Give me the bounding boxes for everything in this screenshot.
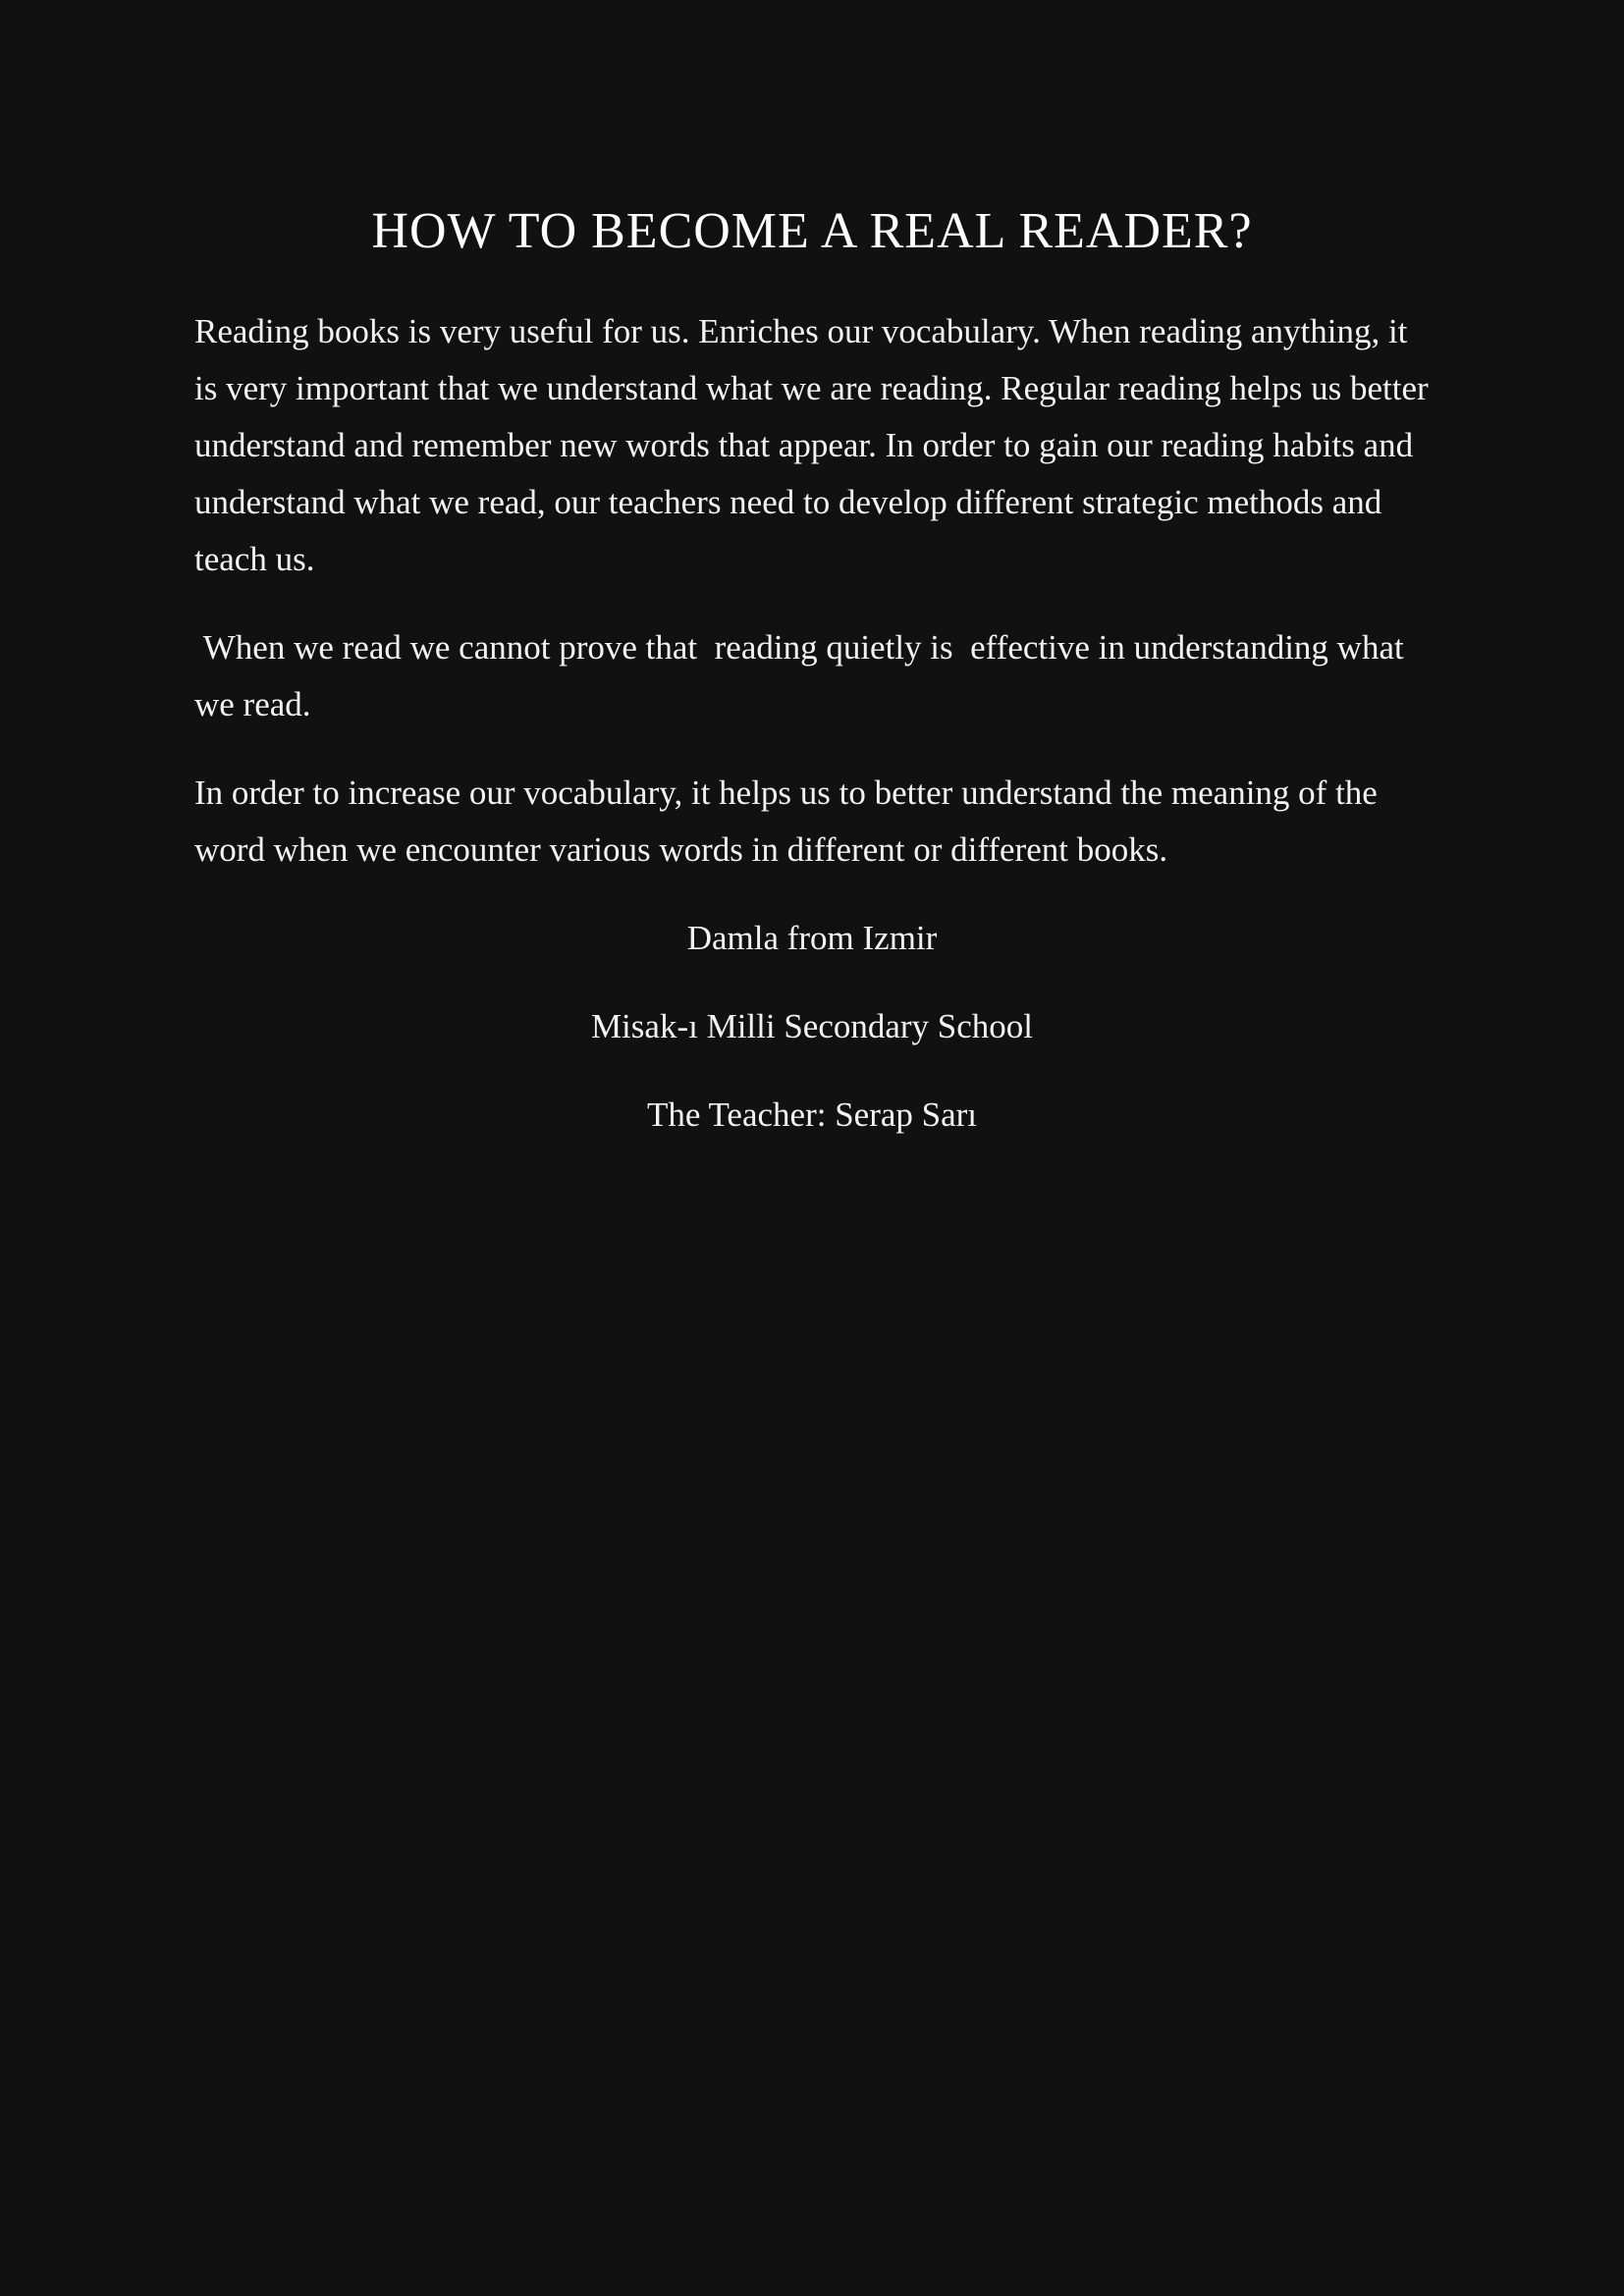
- signature-school: Misak-ı Milli Secondary School: [590, 1007, 1034, 1045]
- signature-author: Damla from Izmir: [686, 919, 938, 957]
- signature-teacher: The Teacher: Serap Sarı: [646, 1095, 978, 1134]
- paragraph-vocabulary: In order to increase our vocabulary, it helps us to better understand the meaning of the word when we encounter various words in different or different books.: [194, 774, 1386, 869]
- paragraph-quiet-reading: When we read we cannot prove that reading quietly is effective in understanding what we read.: [194, 628, 1413, 723]
- document-content: [0, 0, 1624, 1144]
- page-title: HOW TO BECOME A REAL READER?: [371, 203, 1253, 259]
- paragraph-reading-benefits: Reading books is very useful for us. Enriches our vocabulary. When reading anything, it is very important that we understand what we are reading. Regular reading helps us better understand and remember new words that appear. In order to gain our reading habits and understand what we read, our teachers need to develop different strategic methods and teach us.: [194, 312, 1437, 578]
